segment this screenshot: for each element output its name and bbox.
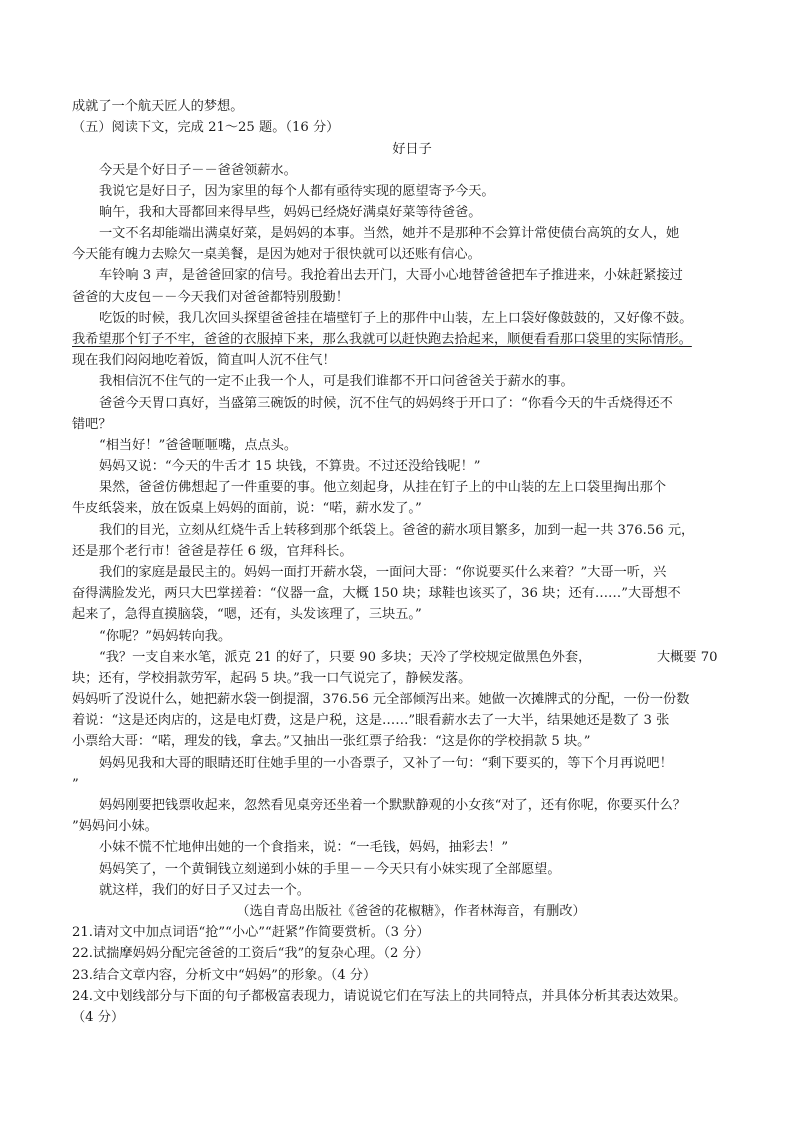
paragraph-line: 今天能有魄力去赊欠一桌美餐，是因为她对于很快就可以还账有信心。 xyxy=(72,247,481,262)
paragraph-line: 小票给大哥：“喏，理发的钱，拿去。”又抽出一张红票子给我：“这是你的学校捐款 5 块。” xyxy=(72,734,591,749)
section-heading: （五）阅读下文，完成 21～25 题。（16 分） xyxy=(72,120,340,135)
paragraph-line: “我？一支自来水笔，派克 21 的好了，只要 90 多块；天冷了学校规定做黑色外套， xyxy=(99,650,592,665)
paragraph-line: 就这样，我们的好日子又过去一个。 xyxy=(99,883,310,898)
paragraph-line: 奋得满脸发光，两只大巴掌搓着：“仪器一盒，大概 150 块；球鞋也该买了，36 块；还有……”大哥想不 xyxy=(72,586,681,601)
paragraph-line: 着说：“这是还肉店的，这是电灯费，这是户税，这是……”眼看薪水去了一大半，结果她还是数了 3 张 xyxy=(72,713,670,728)
paragraph-line: “你呢？”妈妈转向我。 xyxy=(99,629,232,644)
paragraph-line: 果然，爸爸仿佛想起了一件重要的事。他立刻起身，从挂在钉子上的中山装的左上口袋里掏出那个 xyxy=(99,480,667,495)
paragraph-line: 小妹不慌不忙地伸出她的一个食指来，说：“一毛钱，妈妈，抽彩去！” xyxy=(99,840,509,855)
source-note: （选自青岛出版社《爸爸的花椒糖》，作者林海音，有删改） xyxy=(236,904,586,919)
question-21: 21.请对文中加点词语“抢”“小心”“赶紧”作简要赏析。（3 分） xyxy=(72,925,430,940)
question-24-points: （4 分） xyxy=(72,1010,125,1025)
paragraph-line: 吃饭的时候，我几次回头探望爸爸挂在墙壁钉子上的那件中山装，左上口袋好像鼓鼓的，又好像不鼓。 xyxy=(99,311,693,326)
article-title: 好日子 xyxy=(392,142,432,157)
paragraph-line: 错吧？ xyxy=(72,417,112,432)
paragraph-line: “相当好！”爸爸咂咂嘴，点点头。 xyxy=(99,438,298,453)
paragraph-line: 爸爸今天胃口真好，当盛第三碗饭的时候，沉不住气的妈妈终于开口了：“你看今天的牛舌烧得还不 xyxy=(99,396,673,411)
paragraph-line: 我们的家庭是最民主的。妈妈一面打开薪水袋，一面问大哥：“你说要买什么来着？”大哥一听，兴 xyxy=(99,565,667,580)
question-24: 24.文中划线部分与下面的句子都极富表现力，请说说它们在写法上的共同特点，并具体分析其表达效果。 xyxy=(72,989,687,1004)
paragraph-line-fragment: 大概要 70 xyxy=(657,650,718,665)
paragraph-line: 一文不名却能端出满桌好菜，是妈妈的本事。当然，她并不是那种不会算计常使债台高筑的女人，她 xyxy=(99,226,680,241)
paragraph-line: ”妈妈问小妹。 xyxy=(72,819,158,834)
paragraph-line: 块；还有，学校捐款劳军，起码 5 块。”我一口气说完了，静候发落。 xyxy=(72,671,472,686)
paragraph-line: 妈妈又说：“今天的牛舌才 15 块钱，不算贵。不过还没给钱呢！” xyxy=(99,459,481,474)
question-22: 22.试揣摩妈妈分配完爸爸的工资后“我”的复杂心理。（2 分） xyxy=(72,946,429,961)
question-23: 23.结合文章内容，分析文中“妈妈”的形象。（4 分） xyxy=(72,968,377,983)
underlined-sentence: 我希望那个钉子不牢，爸爸的衣服掉下来，那么我就可以赶快跑去拾起来，顺便看看那口袋里的实际情形。 xyxy=(72,332,692,347)
paragraph-line: 车铃响 3 声，是爸爸回家的信号。我抢着出去开门，大哥小心地替爸爸把车子推进来，小妹赶紧接过 xyxy=(99,268,683,283)
paragraph-line: 妈妈刚要把钱票收起来，忽然看见桌旁还坐着一个默默静观的小女孩“对了，还有你呢，你要买什么？ xyxy=(99,798,686,813)
paragraph-line: 我相信沉不住气的一定不止我一个人，可是我们谁都不开口问爸爸关于薪水的事。 xyxy=(99,374,574,389)
paragraph-line: 晌午，我和大哥都回来得早些，妈妈已经烧好满桌好菜等待爸爸。 xyxy=(99,205,482,220)
paragraph-line: 今天是个好日子－－爸爸领薪水。 xyxy=(99,163,297,178)
paragraph-line: 妈妈听了没说什么，她把薪水袋一倒提溜，376.56 元全部倾泻出来。她做一次摊牌式的分配，一份一份数 xyxy=(72,692,690,707)
paragraph-line: 我们的目光，立刻从红烧牛舌上转移到那个纸袋上。爸爸的薪水项目繁多，加到一起一共 376.56 元， xyxy=(99,523,695,538)
paragraph-line: 起来了，急得直摸脑袋，“嗯，还有，头发该理了，三块五。” xyxy=(72,607,422,622)
paragraph-line: 妈妈见我和大哥的眼睛还盯住她手里的一小沓票子，又补了一句：“剩下要买的，等下个月再说吧！ xyxy=(99,756,673,771)
text-line: 成就了一个航天匠人的梦想。 xyxy=(72,99,244,114)
paragraph-line: 还是那个老行市！爸爸是荐任 6 级，官拜科长。 xyxy=(72,544,353,559)
paragraph-line: ” xyxy=(72,777,79,792)
paragraph-line: 妈妈笑了，一个黄铜钱立刻递到小妹的手里－－今天只有小妹实现了全部愿望。 xyxy=(99,862,561,877)
paragraph-line: 爸爸的大皮包－－今天我们对爸爸都特别殷勤！ xyxy=(72,290,349,305)
paragraph-line: 现在我们闷闷地吃着饭，简直叫人沉不住气！ xyxy=(72,353,336,368)
paragraph-line: 我说它是好日子，因为家里的每个人都有亟待实现的愿望寄予今天。 xyxy=(99,184,495,199)
paragraph-line: 牛皮纸袋来，放在饭桌上妈妈的面前，说：“喏，薪水发了。” xyxy=(72,501,422,516)
